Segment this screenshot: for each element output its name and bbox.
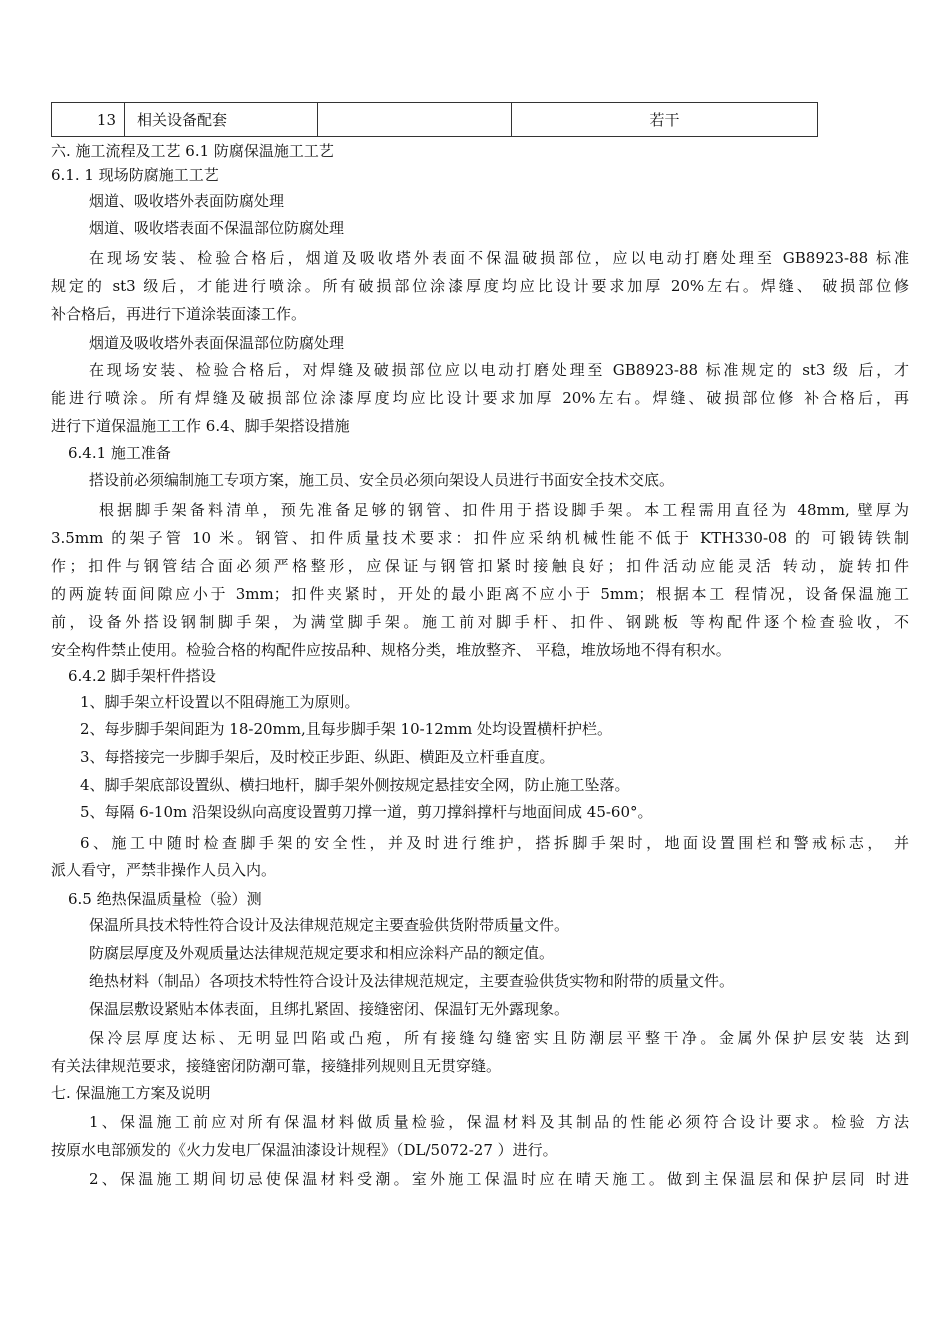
section-heading-6: 六. 施工流程及工艺 6.1 防腐保温施工工艺 xyxy=(51,142,334,160)
subsection-heading: 6.4.2 脚手架杆件搭设 xyxy=(68,667,216,685)
paragraph-line: 补合格后，再进行下道涂装面漆工作。 xyxy=(51,305,307,323)
paragraph-line: 绝热材料（制品）各项技术特性符合设计及法律规范规定，主要查验供货实物和附带的质量文件。 xyxy=(89,972,735,990)
equipment-table xyxy=(51,102,818,137)
paragraph-line: 在现场安装、检验合格后，对焊缝及破损部位应以电动打磨处理至 GB8923-88 标准规定的 st3 级 后，才 xyxy=(89,361,909,379)
paragraph-line: 搭设前必须编制施工专项方案，施工员、安全员必须向架设人员进行书面安全技术交底。 xyxy=(89,471,675,489)
subsection-heading: 6.5 绝热保温质量检（验）测 xyxy=(68,890,262,908)
subsection-heading: 6.4.1 施工准备 xyxy=(68,444,171,462)
row-number: 13 xyxy=(52,103,125,137)
paragraph-line: 根据脚手架备料清单，预先准备足够的钢管、扣件用于搭设脚手架。本工程需用直径为 48mm, 壁厚为 xyxy=(99,501,909,519)
list-item: 6、施工中随时检查脚手架的安全性，并及时进行维护，搭拆脚手架时，地面设置围栏和警戒标志， 并 xyxy=(80,834,909,852)
paragraph-line: 的两旋转面间隙应小于 3mm；扣件夹紧时，开处的最小距离不应小于 5mm；根据本工 程情况，设备保温施工 xyxy=(51,585,909,603)
paragraph-line: 按原水电部颁发的《火力发电厂保温油漆设计规程》（DL/5072-27 ）进行。 xyxy=(51,1141,558,1159)
paragraph-line: 有关法律规范要求，接缝密闭防潮可靠，接缝排列规则且无贯穿缝。 xyxy=(51,1057,502,1075)
paragraph-line: 烟道及吸收塔外表面保温部位防腐处理 xyxy=(89,334,345,352)
paragraph-line: 1、保温施工前应对所有保温材料做质量检验，保温材料及其制品的性能必须符合设计要求。检验 方法 xyxy=(89,1113,909,1131)
list-item: 1、脚手架立杆设置以不阻碍施工为原则。 xyxy=(80,693,360,711)
item-quantity: 若干 xyxy=(512,103,818,137)
paragraph-line: 保温所具技术特性符合设计及法律规范规定主要查验供货附带质量文件。 xyxy=(89,916,570,934)
paragraph-line: 作；扣件与钢管结合面必须严格整形，应保证与钢管扣紧时接触良好；扣件活动应能灵活 转动，旋转扣件 xyxy=(51,557,909,575)
list-item: 2、每步脚手架间距为 18-20mm,且每步脚手架 10-12mm 处均设置横杆护栏。 xyxy=(80,720,612,738)
table-row xyxy=(52,103,818,137)
paragraph-line: 规定的 st3 级后，才能进行喷涂。所有破损部位涂漆厚度均应比设计要求加厚 20%左右。焊缝、 破损部位修 xyxy=(51,277,909,295)
paragraph-line: 防腐层厚度及外观质量达法律规范规定要求和相应涂料产品的额定值。 xyxy=(89,944,555,962)
paragraph-line: 前，设备外搭设钢制脚手架，为满堂脚手架。施工前对脚手杆、扣件、钢跳板 等构配件逐个检查验收，不 xyxy=(51,613,909,631)
paragraph-line: 保温层敷设紧贴本体表面，且绑扎紧固、接缝密闭、保温钉无外露现象。 xyxy=(89,1000,570,1018)
list-item: 5、每隔 6-10m 沿架设纵向高度设置剪刀撑一道，剪刀撑斜撑杆与地面间成 45-60°。 xyxy=(80,803,653,821)
paragraph-line: 2、保温施工期间切忌使保温材料受潮。室外施工保温时应在晴天施工。做到主保温层和保护层同 时进 xyxy=(89,1170,909,1188)
paragraph-line: 在现场安装、检验合格后，烟道及吸收塔外表面不保温破损部位，应以电动打磨处理至 GB8923-88 标准 xyxy=(89,249,909,267)
item-name: 相关设备配套 xyxy=(125,103,318,137)
paragraph-line: 派人看守，严禁非操作人员入内。 xyxy=(51,861,277,879)
paragraph-line: 保冷层厚度达标、无明显凹陷或凸疱，所有接缝勾缝密实且防潮层平整干净。金属外保护层安装 达到 xyxy=(89,1029,909,1047)
paragraph-line: 能进行喷涂。所有焊缝及破损部位涂漆厚度均应比设计要求加厚 20%左右。焊缝、破损部位修 补合格后，再 xyxy=(51,389,909,407)
paragraph-line: 进行下道保温施工工作 6.4、脚手架搭设措施 xyxy=(51,417,350,435)
item-spec xyxy=(318,103,512,137)
subsection-heading: 6.1. 1 现场防腐施工工艺 xyxy=(51,166,219,184)
paragraph-line: 烟道、吸收塔表面不保温部位防腐处理 xyxy=(89,219,345,237)
list-item: 4、脚手架底部设置纵、横扫地杆，脚手架外侧按规定悬挂安全网，防止施工坠落。 xyxy=(80,776,630,794)
paragraph-line: 安全构件禁止使用。检验合格的构配件应按品种、规格分类，堆放整齐、 平稳，堆放场地不得有积水。 xyxy=(51,641,731,659)
paragraph-line: 3.5mm 的架子管 10 米。钢管、扣件质量技术要求：扣件应采纳机械性能不低于 KTH330-08 的 可锻铸铁制 xyxy=(51,529,909,547)
list-item: 3、每搭接完一步脚手架后，及时校正步距、纵距、横距及立杆垂直度。 xyxy=(80,748,555,766)
section-heading-7: 七. 保温施工方案及说明 xyxy=(51,1084,211,1102)
paragraph-line: 烟道、吸收塔外表面防腐处理 xyxy=(89,192,285,210)
